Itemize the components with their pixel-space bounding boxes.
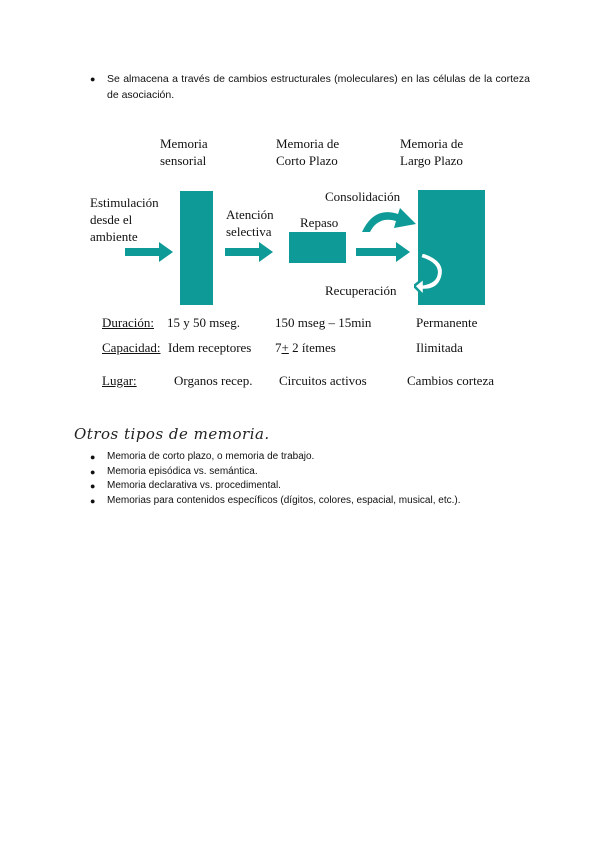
- header-corto-line1: Memoria de: [276, 136, 340, 151]
- repaso-label: Repaso: [300, 215, 339, 230]
- bullet-text: Memoria episódica vs. semántica.: [107, 465, 258, 477]
- capacidad-corto-rest: 2 ítemes: [288, 340, 336, 355]
- section-title: Otros tipos de memoria.: [74, 425, 270, 443]
- bullet-icon: ●: [90, 452, 96, 462]
- lugar-sensorial: Organos recep.: [174, 373, 253, 388]
- capacidad-corto-number: 7: [275, 340, 282, 355]
- list-item: [84, 71, 530, 103]
- bullet-icon: ●: [90, 466, 96, 477]
- lugar-corto: Circuitos activos: [279, 373, 367, 388]
- recuperacion-label: Recuperación: [325, 283, 397, 298]
- attention-line2: selectiva: [226, 224, 272, 239]
- header-corto-line2: Corto Plazo: [276, 153, 338, 168]
- stimulus-line1: Estimulación: [90, 195, 159, 210]
- capacidad-sensorial: Idem receptores: [168, 340, 252, 355]
- attention-line1: Atención: [226, 207, 274, 222]
- bullet-text: Memoria declarativa vs. procedimental.: [107, 480, 281, 491]
- short-term-memory-box: [289, 232, 346, 263]
- header-sensorial-line2: sensorial: [160, 153, 207, 168]
- bullet-icon: ●: [90, 74, 96, 84]
- duracion-label: Duración:: [102, 315, 154, 330]
- duracion-corto: 150 mseg – 15min: [275, 315, 372, 330]
- bullet-icon: ●: [90, 481, 96, 491]
- stimulus-line2: desde el: [90, 212, 133, 227]
- capacidad-largo: Ilimitada: [416, 340, 463, 355]
- plus-minus-symbol: +: [281, 340, 289, 355]
- capacidad-label: Capacidad:: [102, 340, 161, 355]
- memory-diagram: [80, 128, 540, 398]
- consolidacion-label: Consolidación: [325, 189, 401, 204]
- intro-bullet-list: [84, 71, 530, 103]
- retrieval-arrow-icon: [414, 250, 448, 300]
- list-item: [84, 450, 544, 465]
- list-item: [84, 479, 544, 494]
- header-largo-line2: Largo Plazo: [400, 153, 463, 168]
- list-item: [84, 494, 544, 509]
- bullet-text: Memoria de corto plazo, o memoria de trabajo.: [107, 451, 315, 462]
- consolidation-arrow-icon: [360, 202, 418, 234]
- bullet-text: Memorias para contenidos específicos (dígitos, colores, espacial, musical, etc.).: [107, 494, 461, 506]
- bullet-text: Se almacena a través de cambios estructurales (moleculares) en las células de la corteza de asociación.: [107, 73, 530, 101]
- lugar-largo: Cambios corteza: [407, 373, 494, 388]
- other-memory-list: [84, 450, 544, 508]
- lugar-label: Lugar:: [102, 373, 137, 388]
- stimulus-arrow-icon: [125, 241, 173, 263]
- capacidad-corto: [275, 340, 336, 355]
- header-largo-line1: Memoria de: [400, 136, 464, 151]
- list-item: [84, 465, 544, 480]
- header-sensorial-line1: Memoria: [160, 136, 208, 151]
- duracion-largo: Permanente: [416, 315, 478, 330]
- attention-arrow-icon: [225, 241, 273, 263]
- transfer-arrow-icon: [356, 241, 410, 263]
- duracion-sensorial: 15 y 50 mseg.: [167, 315, 240, 330]
- stimulus-line3: ambiente: [90, 229, 138, 244]
- bullet-icon: ●: [90, 495, 96, 506]
- sensory-memory-box: [180, 191, 213, 305]
